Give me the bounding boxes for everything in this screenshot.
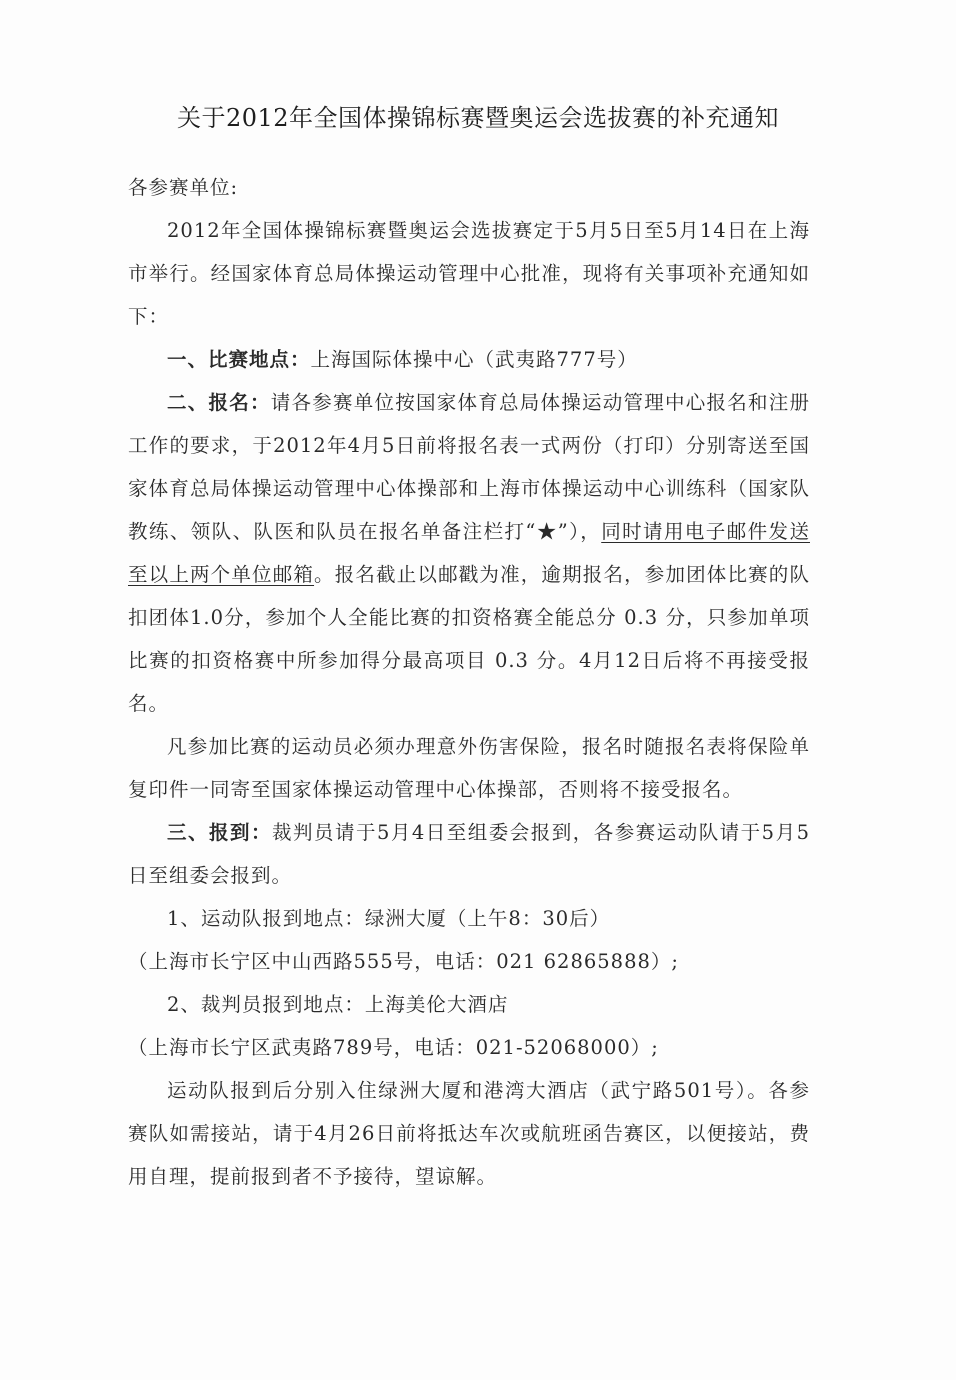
insurance-paragraph: 凡参加比赛的运动员必须办理意外伤害保险，报名时随报名表将保险单复印件一同寄至国家体操运动管理中心体操部，否则将不接受报名。 [128,735,810,801]
section-registration [128,381,810,725]
salutation: 各参赛单位: [128,176,239,199]
email-requirement-underlined: 同时请用电子邮件发送至以上两个单位邮箱 [128,520,810,586]
intro-paragraph: 2012年全国体操锦标赛暨奥运会选拔赛定于5月5日至5月14日在上海市举行。经国家体育总局体操运动管理中心批准，现将有关事项补充通知如下： [128,219,810,328]
lodging-paragraph: 运动队报到后分别入住绿洲大厦和港湾大酒店（武宁路501号）。各参赛队如需接站，请于4月26日前将抵达车次或航班函告赛区，以便接站，费用自理，提前报到者不予接待，望谅解。 [128,1079,810,1188]
checkin-team-location: 1、运动队报到地点：绿洲大厦（上午8：30后） [167,907,611,930]
checkin-referee-address: （上海市长宁区武夷路789号，电话：021-52068000）; [128,1036,659,1059]
section-checkin-text: 裁判员请于5月4日至组委会报到，各参赛运动队请于5月5日至组委会报到。 [128,821,810,887]
section-registration-heading: 二、报名： [167,391,271,414]
checkin-referee-location: 2、裁判员报到地点：上海美伦大酒店 [167,993,509,1016]
section-venue-text: 上海国际体操中心（武夷路777号） [310,348,638,371]
section-venue [128,338,810,381]
document-body [128,166,810,1198]
section-checkin-heading: 三、报到： [167,821,272,844]
section-registration-text-a: 请各参赛单位按国家体育总局体操运动管理中心报名和注册工作的要求，于2012年4月5日前将报名表一式两份（打印）分别寄送至国家体育总局体操运动管理中心体操部和上海市体操运动中心训练科（国家队教练、领队、队医和队员在报名单备注栏打“★”）， [128,391,810,543]
section-registration-text-b: 。报名截止以邮戳为准，逾期报名，参加团体比赛的队扣团体1.0分，参加个人全能比赛的扣资格赛全能总分 0.3 分，只参加单项比赛的扣资格赛中所参加得分最高项目 0.3 分。4月12日后将不再接受报名。 [128,563,810,715]
document-title: 关于2012年全国体操锦标赛暨奥运会选拔赛的补充通知 [176,104,780,132]
section-venue-heading: 一、比赛地点： [167,348,311,371]
section-checkin [128,811,810,897]
checkin-team-address: （上海市长宁区中山西路555号，电话：021 62865888）; [128,950,679,973]
